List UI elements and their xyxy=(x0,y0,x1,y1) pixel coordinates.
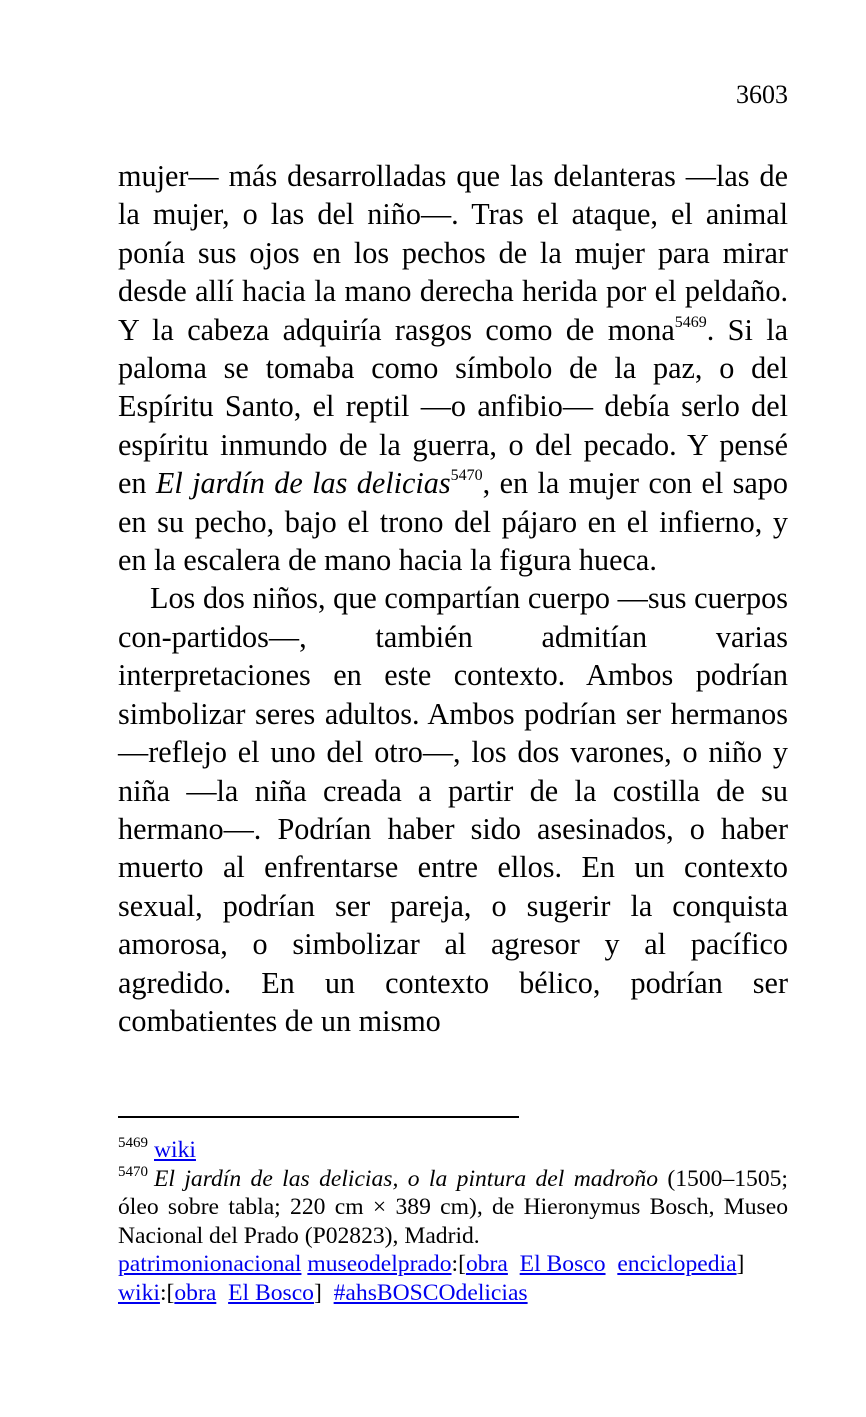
footnote-links-line-2: wiki:[obra El Bosco] #ahsBOSCOdelicias xyxy=(118,1279,528,1306)
artwork-title: El jardín de las delicias xyxy=(155,466,451,501)
enciclopedia-link[interactable]: enciclopedia xyxy=(617,1251,737,1278)
footnote-text: (1500–1505; óleo sobre tabla; 220 cm × 389 cm), de Hieronymus Bosch, Museo Nacional del Prado (P02823), Madrid. xyxy=(118,1165,788,1249)
footnote-divider xyxy=(118,1116,519,1118)
footnote-number: 5469 xyxy=(118,1135,148,1151)
hashtag-link[interactable]: #ahsBOSCOdelicias xyxy=(333,1279,528,1306)
footnote-ref-5469: 5469 xyxy=(674,313,707,331)
footnote-number: 5470 xyxy=(118,1163,148,1180)
footnote-ref-5470: 5470 xyxy=(450,467,483,485)
footnote-5469 xyxy=(118,1136,788,1165)
footnote-title: El jardín de las delicias, o la pintura del madroño xyxy=(154,1165,659,1192)
body-text xyxy=(118,157,788,1040)
wiki-link[interactable]: wiki xyxy=(118,1279,160,1306)
obra-link[interactable]: obra xyxy=(465,1251,508,1278)
paragraph-1-text-a: mujer— más desarrolladas que las delanteras —las de la mujer, o las del niño—. Tras el ataque, el animal ponía sus ojos en los pechos de la mujer para mirar desde allí hacia la mano derecha herida por el peldaño. Y la cabeza adquiría rasgos como de mona xyxy=(118,159,788,347)
paragraph-1 xyxy=(118,157,788,579)
wiki-link[interactable]: wiki xyxy=(154,1137,196,1163)
footnotes xyxy=(118,1136,788,1308)
paragraph-1-text-c: , en la mujer con el sapo en su pecho, bajo el trono del pájaro en el infierno, y en la escalera de mano hacia la figura hueca. xyxy=(118,466,788,578)
footnote-5470 xyxy=(118,1165,788,1251)
el-bosco-link[interactable]: El Bosco xyxy=(228,1279,314,1306)
museodelprado-link[interactable]: museodelprado xyxy=(307,1251,452,1278)
obra-link[interactable]: obra xyxy=(174,1279,217,1306)
page-number: 3603 xyxy=(736,80,788,109)
footnote-links-line-1: patrimonionacional museodelprado:[obra El Bosco enciclopedia] xyxy=(118,1251,745,1278)
paragraph-2: Los dos niños, que compartían cuerpo —sus cuerpos con-partidos—, también admitían varias interpretaciones en este contexto. Ambos podrían simbolizar seres adultos. Ambos podrían ser hermanos —reflejo el uno del otro—, los dos varones, o niño y niña —la niña creada a partir de la costilla de su hermano—. Podrían haber sido asesinados, o haber muerto al enfrentarse entre ellos. En un contexto sexual, podrían ser pareja, o sugerir la conquista amorosa, o simbolizar al agresor y al pacífico agredido. En un contexto bélico, podrían ser combatientes de un mismo xyxy=(118,581,788,1038)
el-bosco-link[interactable]: El Bosco xyxy=(519,1251,606,1278)
paragraph-1-text-b: . Si la paloma se tomaba como símbolo de la paz, o del Espíritu Santo, el reptil —o anfibio— debía serlo del espíritu inmundo de la guerra, o del pecado. Y pensé en xyxy=(118,312,788,501)
patrimonionacional-link[interactable]: patrimonionacional xyxy=(118,1251,302,1278)
